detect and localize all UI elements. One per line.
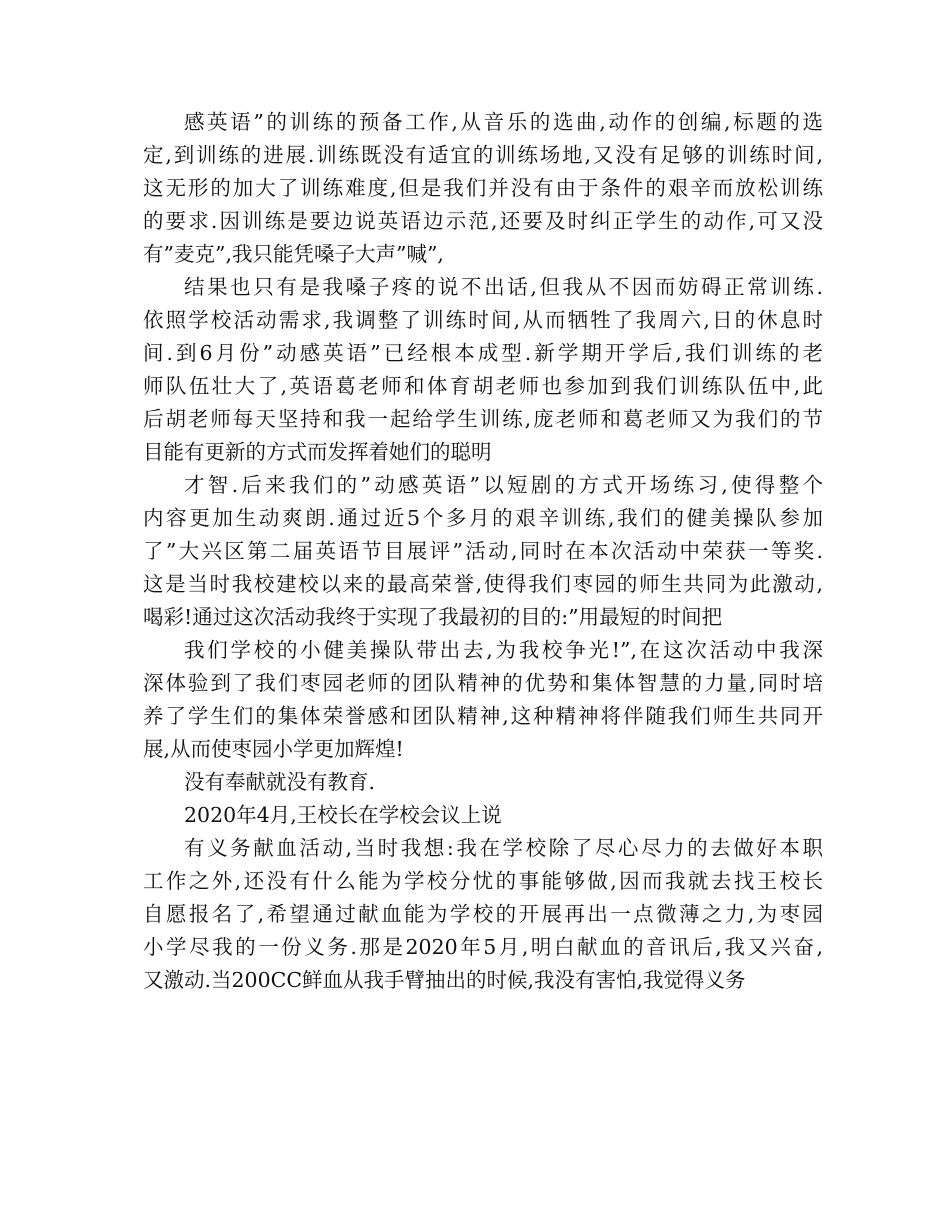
text-line: 自愿报名了,希望通过献血能为学校的开展再出一点微薄之力,为枣园: [143, 902, 823, 926]
text-line: 依照学校活动需求,我调整了训练时间,从而牺牲了我周六,日的休息时: [143, 308, 823, 332]
text-line: 展,从而使枣园小学更加辉煌!: [143, 737, 404, 761]
text-line: 小学尽我的一份义务.那是2020年5月,明白献血的音讯后,我又兴奋,: [143, 935, 823, 959]
text-line: 有义务献血活动,当时我想:我在学校除了尽心尽力的去做好本职: [184, 836, 823, 860]
text-line: 目能有更新的方式而发挥着她们的聪明: [143, 440, 492, 464]
text-line: 师队伍壮大了,英语葛老师和体育胡老师也参加到我们训练队伍中,此: [143, 374, 823, 398]
text-line: 养了学生们的集体荣誉感和团队精神,这种精神将伴随我们师生共同开: [143, 704, 823, 728]
body-text: [143, 106, 823, 997]
text-line: 工作之外,还没有什么能为学校分忧的事能够做,因而我就去找王校长: [143, 869, 823, 893]
text-line: 这是当时我校建校以来的最高荣誉,使得我们枣园的师生共同为此激动,: [143, 572, 823, 596]
text-line: 定,到训练的进展.训练既没有适宜的训练场地,又没有足够的训练时间,: [143, 143, 823, 167]
text-line: 没有奉献就没有教育.: [184, 770, 376, 794]
text-line: 喝彩!通过这次活动我终于实现了我最初的目的:”用最短的时间把: [143, 605, 723, 629]
text-line: 有”麦克”,我只能凭嗓子大声”喊”,: [143, 242, 444, 266]
text-line: 后胡老师每天坚持和我一起给学生训练,庞老师和葛老师又为我们的节: [143, 407, 823, 431]
text-line: 结果也只有是我嗓子疼的说不出话,但我从不因而妨碍正常训练.: [184, 275, 823, 299]
text-line: 的要求.因训练是要边说英语边示范,还要及时纠正学生的动作,可又没: [143, 209, 823, 233]
text-line: 我们学校的小健美操队带出去,为我校争光!”,在这次活动中我深: [184, 638, 823, 662]
text-line: 这无形的加大了训练难度,但是我们并没有由于条件的艰辛而放松训练: [143, 176, 823, 200]
text-line: 才智.后来我们的”动感英语”以短剧的方式开场练习,使得整个: [184, 473, 823, 497]
text-line: 了”大兴区第二届英语节目展评”活动,同时在本次活动中荣获一等奖.: [143, 539, 823, 563]
text-line: 深体验到了我们枣园老师的团队精神的优势和集体智慧的力量,同时培: [143, 671, 823, 695]
text-line: 间.到6月份”动感英语”已经根本成型.新学期开学后,我们训练的老: [143, 341, 823, 365]
text-line: 内容更加生动爽朗.通过近5个多月的艰辛训练,我们的健美操队参加: [143, 506, 823, 530]
text-line: 感英语”的训练的预备工作,从音乐的选曲,动作的创编,标题的选: [184, 110, 823, 134]
text-line: 又激动.当200CC鲜血从我手臂抽出的时候,我没有害怕,我觉得义务: [143, 968, 746, 992]
text-line: 2020年4月,王校长在学校会议上说: [184, 803, 502, 827]
